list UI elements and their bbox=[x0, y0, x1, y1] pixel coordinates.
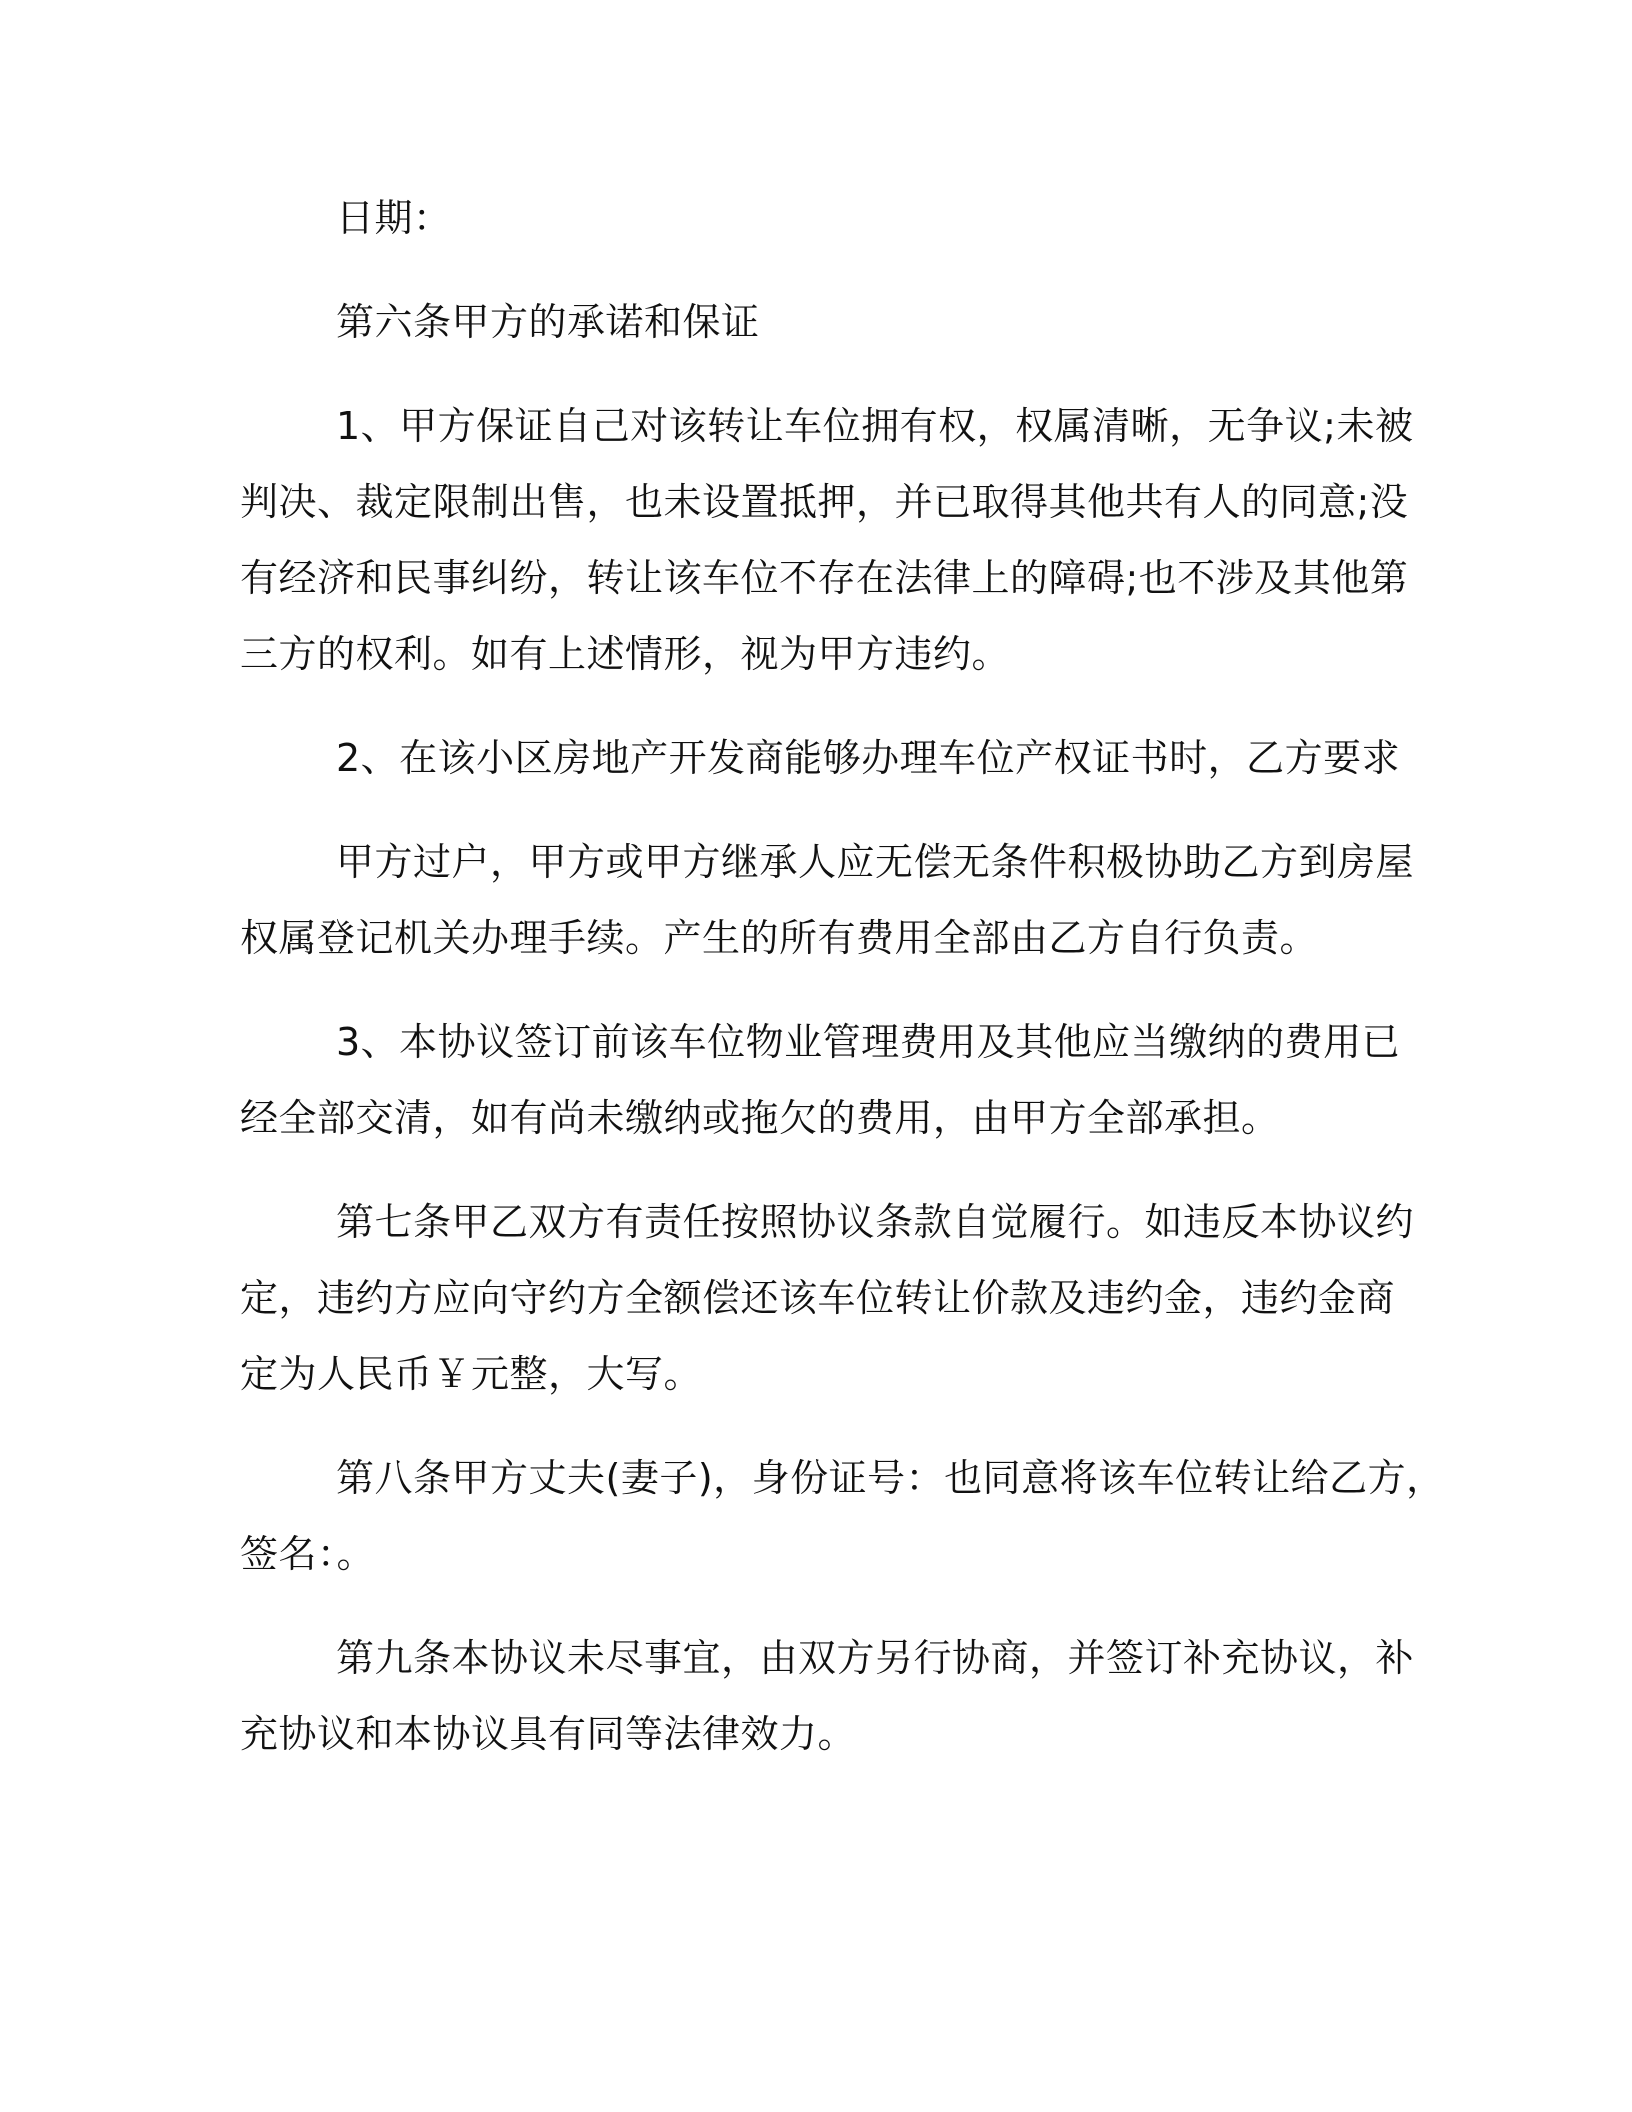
article-9-line-1: 第九条本协议未尽事宜，由双方另行协商，并签订补充协议，补 bbox=[336, 1636, 1415, 1680]
article-8-line-2: 签名：。 bbox=[240, 1532, 376, 1576]
article-6-item-2-line-2: 甲方过户，甲方或甲方继承人应无偿无条件积极协助乙方到房屋 bbox=[336, 840, 1415, 884]
article-6-heading: 第六条甲方的承诺和保证 bbox=[336, 300, 760, 344]
article-6-item-3-line-1: 3、本协议签订前该车位物业管理费用及其他应当缴纳的费用已 bbox=[336, 1020, 1401, 1064]
article-6-item-1-line-3: 有经济和民事纠纷，转让该车位不存在法律上的障碍;也不涉及其他第 bbox=[240, 556, 1409, 600]
article-7-line-3: 定为人民币￥元整，大写。 bbox=[240, 1352, 703, 1396]
article-7-line-1: 第七条甲乙双方有责任按照协议条款自觉履行。如违反本协议约 bbox=[336, 1200, 1415, 1244]
article-8-line-1: 第八条甲方丈夫(妻子)，身份证号：也同意将该车位转让给乙方， bbox=[336, 1456, 1445, 1500]
article-6-item-3-line-2: 经全部交清，如有尚未缴纳或拖欠的费用，由甲方全部承担。 bbox=[240, 1096, 1280, 1140]
article-6-item-2-line-1: 2、在该小区房地产开发商能够办理车位产权证书时，乙方要求 bbox=[336, 736, 1401, 780]
article-7-line-2: 定，违约方应向守约方全额偿还该车位转让价款及违约金，违约金商 bbox=[240, 1276, 1396, 1320]
article-6-item-1-line-2: 判决、裁定限制出售，也未设置抵押，并已取得其他共有人的同意;没 bbox=[240, 480, 1409, 524]
date-label: 日期： bbox=[336, 196, 452, 240]
article-6-item-1-line-1: 1、甲方保证自己对该转让车位拥有权，权属清晰，无争议;未被 bbox=[336, 404, 1414, 448]
article-6-item-2-line-3: 权属登记机关办理手续。产生的所有费用全部由乙方自行负责。 bbox=[240, 916, 1319, 960]
article-9-line-2: 充协议和本协议具有同等法律效力。 bbox=[240, 1712, 857, 1756]
article-6-item-1-line-4: 三方的权利。如有上述情形，视为甲方违约。 bbox=[240, 632, 1011, 676]
